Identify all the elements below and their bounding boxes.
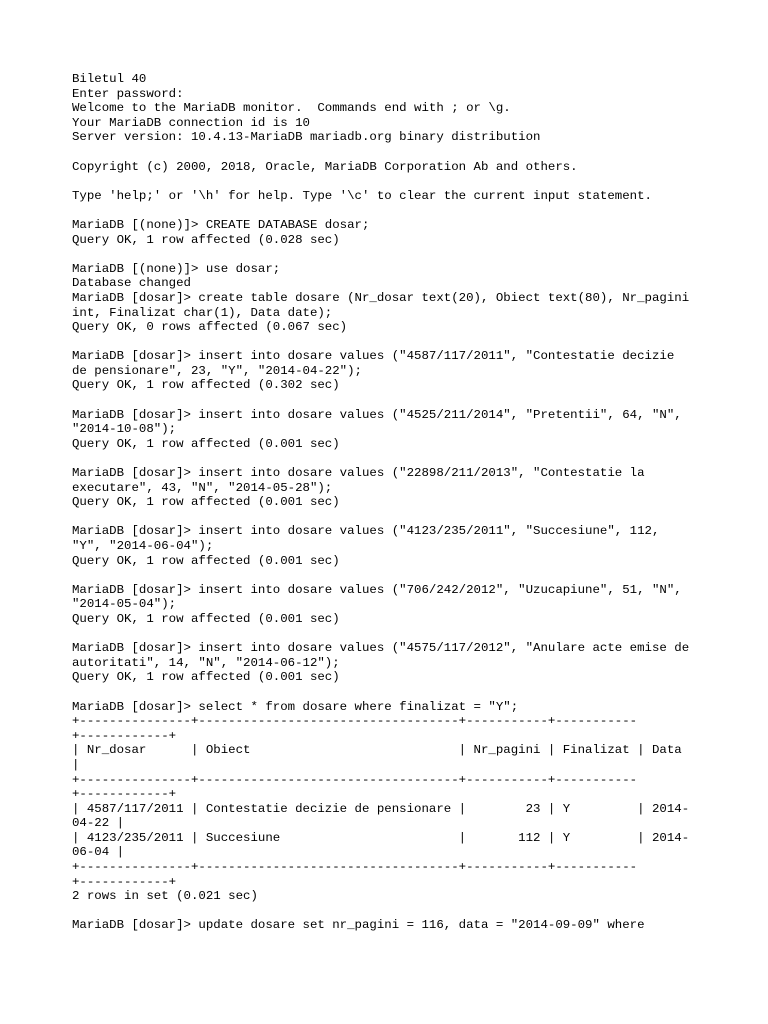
- transcript-line: | 4123/235/2011 | Succesiune | 112 | Y | 2014-: [72, 830, 690, 845]
- transcript-line: 2 rows in set (0.021 sec): [72, 889, 258, 904]
- transcript-line: Welcome to the MariaDB monitor. Commands end with ; or \g.: [72, 101, 511, 116]
- transcript-line: Query OK, 1 row affected (0.001 sec): [72, 495, 340, 510]
- transcript-line: +------------+: [72, 728, 177, 743]
- transcript-line: 06-04 |: [72, 845, 125, 860]
- transcript-line: | Nr_dosar | Obiect | Nr_pagini | Finalizat | Data: [72, 743, 682, 758]
- transcript-line: |: [72, 757, 80, 772]
- transcript-line: Biletul 40: [72, 72, 147, 86]
- transcript-line: "2014-10-08");: [72, 422, 177, 437]
- transcript-line: MariaDB [dosar]> insert into dosare values ("4587/117/2011", "Contestatie decizie: [72, 349, 675, 364]
- blank-line: [72, 145, 712, 160]
- transcript-line: Your MariaDB connection id is 10: [72, 115, 310, 130]
- transcript-line: Server version: 10.4.13-MariaDB mariadb.org binary distribution: [72, 130, 541, 145]
- transcript-line: Query OK, 1 row affected (0.028 sec): [72, 232, 340, 247]
- transcript-line: MariaDB [dosar]> insert into dosare values ("4575/117/2012", "Anulare acte emise de: [72, 641, 690, 656]
- transcript-line: int, Finalizat char(1), Data date);: [72, 305, 333, 320]
- transcript-line: MariaDB [dosar]> insert into dosare values ("706/242/2012", "Uzucapiune", 51, "N",: [72, 582, 682, 597]
- transcript-line: MariaDB [(none)]> use dosar;: [72, 261, 281, 276]
- transcript-line: "Y", "2014-06-04");: [72, 539, 214, 553]
- transcript-line: Query OK, 1 row affected (0.302 sec): [72, 378, 340, 393]
- blank-line: [72, 510, 712, 525]
- transcript-line: Database changed: [72, 276, 191, 291]
- transcript-line: MariaDB [(none)]> CREATE DATABASE dosar;: [72, 217, 370, 232]
- transcript-line: Type 'help;' or '\h' for help. Type '\c' to clear the current input statement.: [72, 188, 652, 203]
- terminal-transcript: [72, 72, 712, 933]
- transcript-line: Enter password:: [72, 86, 184, 101]
- transcript-line: de pensionare", 23, "Y", "2014-04-22");: [72, 363, 362, 378]
- transcript-line: "2014-05-04");: [72, 597, 177, 612]
- blank-line: [72, 393, 712, 408]
- blank-line: [72, 568, 712, 583]
- blank-line: [72, 451, 712, 466]
- transcript-line: +------------+: [72, 874, 177, 889]
- blank-line: [72, 335, 712, 350]
- transcript-line: Query OK, 1 row affected (0.001 sec): [72, 611, 340, 626]
- transcript-line: Query OK, 1 row affected (0.001 sec): [72, 436, 340, 451]
- transcript-line: +---------------+-----------------------------------+-----------+-----------: [72, 772, 638, 787]
- blank-line: [72, 203, 712, 218]
- transcript-line: Query OK, 1 row affected (0.001 sec): [72, 553, 340, 568]
- blank-line: [72, 904, 712, 919]
- transcript-line: Query OK, 0 rows affected (0.067 sec): [72, 320, 348, 335]
- transcript-line: MariaDB [dosar]> insert into dosare values ("4123/235/2011", "Succesiune", 112,: [72, 524, 660, 539]
- transcript-line: +---------------+-----------------------------------+-----------+-----------: [72, 860, 638, 875]
- transcript-line: +---------------+-----------------------------------+-----------+-----------: [72, 714, 638, 729]
- blank-line: [72, 174, 712, 189]
- transcript-line: autoritati", 14, "N", "2014-06-12");: [72, 655, 340, 670]
- transcript-line: MariaDB [dosar]> update dosare set nr_pagini = 116, data = "2014-09-09" where: [72, 918, 645, 933]
- transcript-line: | 4587/117/2011 | Contestatie decizie de pensionare | 23 | Y | 2014-: [72, 801, 690, 816]
- blank-line: [72, 685, 712, 700]
- blank-line: [72, 627, 712, 642]
- transcript-line: +------------+: [72, 787, 177, 802]
- transcript-line: MariaDB [dosar]> select * from dosare where finalizat = "Y";: [72, 699, 519, 714]
- blank-line: [72, 247, 712, 262]
- transcript-line: Copyright (c) 2000, 2018, Oracle, MariaDB Corporation Ab and others.: [72, 159, 578, 174]
- transcript-line: MariaDB [dosar]> insert into dosare values ("4525/211/2014", "Pretentii", 64, "N",: [72, 407, 682, 422]
- transcript-line: 04-22 |: [72, 816, 125, 831]
- transcript-line: executare", 43, "N", "2014-05-28");: [72, 480, 333, 495]
- transcript-line: MariaDB [dosar]> create table dosare (Nr_dosar text(20), Obiect text(80), Nr_pagini: [72, 290, 690, 305]
- transcript-line: MariaDB [dosar]> insert into dosare values ("22898/211/2013", "Contestatie la: [72, 466, 645, 481]
- transcript-line: Query OK, 1 row affected (0.001 sec): [72, 670, 340, 685]
